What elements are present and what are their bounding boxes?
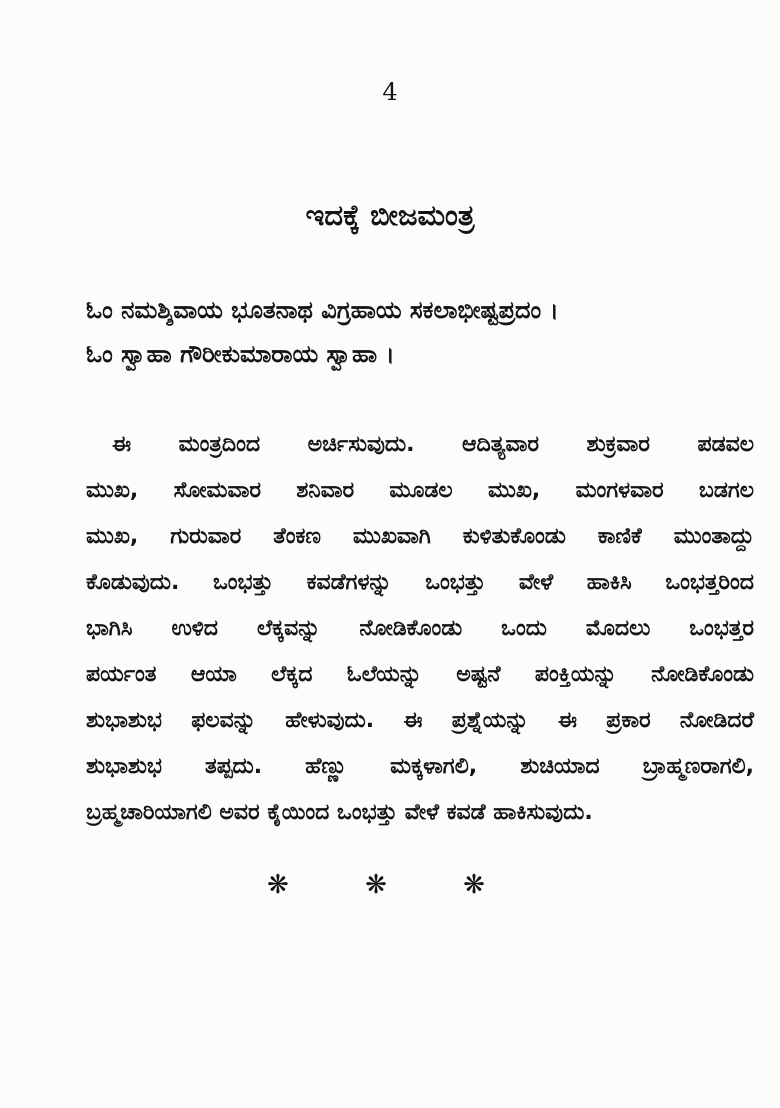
- paragraph-line-3: ಮುಖ, ಗುರುವಾರ ತೆಂಕಣ ಮುಖವಾಗಿ ಕುಳಿತುಕೊಂಡು ಕಾಣಿಕೆ ಮುಂತಾದ್ದು: [86, 524, 754, 549]
- ornament-star-2: ❋: [365, 870, 415, 900]
- section-heading: ಇದಕ್ಕೆ ಬೀಜಮಂತ್ರ: [305, 198, 475, 232]
- mantra-line-2: ಓಂ ಸ್ವಾಹಾ ಗೌರೀಕುಮಾರಾಯ ಸ್ವಾಹಾ ।: [86, 340, 395, 368]
- mantra-line-1: ಓಂ ನಮಶ್ಶಿವಾಯ ಭೂತನಾಥ ವಿಗ್ರಹಾಯ ಸಕಲಾಭೀಷ್ಟಪ್ರದಂ ।: [86, 296, 559, 324]
- paragraph-line-4: ಕೊಡುವುದು. ಒಂಭತ್ತು ಕವಡೆಗಳನ್ನು ಒಂಭತ್ತು ವೇಳೆ ಹಾಕಿಸಿ ಒಂಭತ್ತರಿಂದ: [86, 570, 754, 595]
- paragraph-line-5: ಭಾಗಿಸಿ ಉಳಿದ ಲೆಕ್ಕವನ್ನು ನೋಡಿಕೊಂಡು ಒಂದು ಮೊದಲು ಒಂಭತ್ತರ: [86, 616, 754, 641]
- ornament-star-3: ❋: [463, 870, 513, 900]
- paragraph-line-6: ಪರ್ಯಂತ ಆಯಾ ಲೆಕ್ಕದ ಓಲೆಯನ್ನು ಅಷ್ಟನೆ ಪಂಕ್ತಿಯನ್ನು ನೋಡಿಕೊಂಡು: [86, 662, 754, 687]
- paragraph-line-2: ಮುಖ, ಸೋಮವಾರ ಶನಿವಾರ ಮೂಡಲ ಮುಖ, ಮಂಗಳವಾರ ಬಡಗಲ: [86, 478, 754, 503]
- paragraph-line-7: ಶುಭಾಶುಭ ಫಲವನ್ನು ಹೇಳುವುದು. ಈ ಪ್ರಶ್ನೆಯನ್ನು ಈ ಪ್ರಕಾರ ನೋಡಿದರೆ: [86, 708, 754, 733]
- paragraph-line-9: ಬ್ರಹ್ಮಚಾರಿಯಾಗಲಿ ಅವರ ಕೈಯಿಂದ ಒಂಭತ್ತು ವೇಳೆ ಕವಡೆ ಹಾಕಿಸುವುದು.: [86, 800, 593, 825]
- section-end-ornaments: [0, 870, 780, 900]
- paragraph-line-8: ಶುಭಾಶುಭ ತಪ್ಪದು. ಹೆಣ್ಣು ಮಕ್ಕಳಾಗಲಿ, ಶುಚಿಯಾದ ಬ್ರಾಹ್ಮಣರಾಗಲಿ,: [86, 754, 754, 779]
- page-number: 4: [382, 78, 398, 106]
- ornament-star-1: ❋: [267, 870, 317, 900]
- paragraph-line-1-text: ಈ ಮಂತ್ರದಿಂದ ಅರ್ಚಿಸುವುದು. ಆದಿತ್ಯವಾರ ಶುಕ್ರವಾರ ಪಡವಲ: [112, 432, 754, 457]
- paragraph-line-1: [112, 432, 754, 457]
